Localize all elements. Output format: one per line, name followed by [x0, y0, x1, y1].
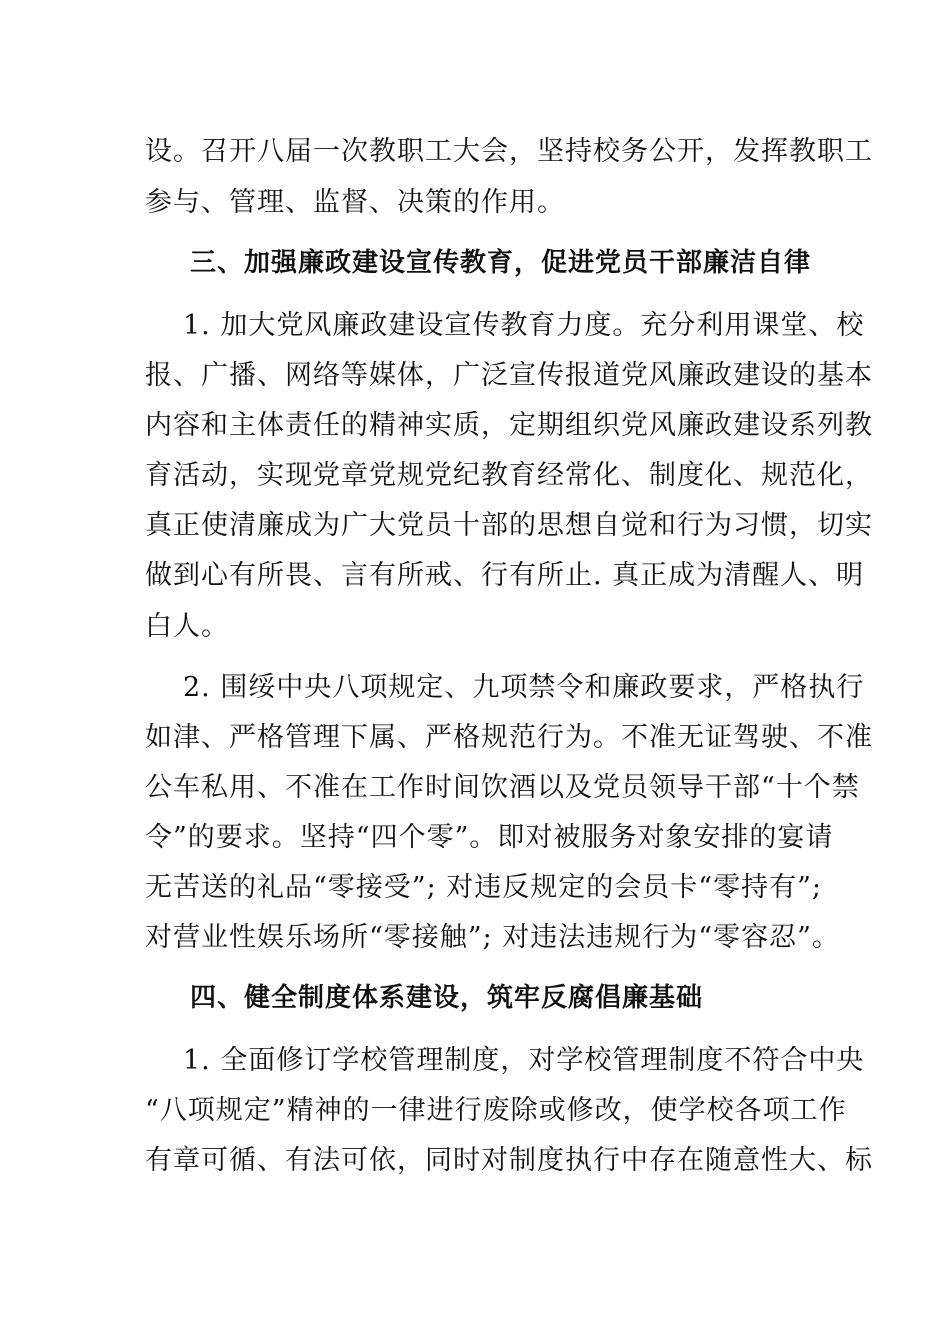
- paragraph-line: 做到心有所畏、言有所戒、行有所止. 真正成为清醒人、明: [145, 560, 865, 591]
- paragraph-line: 1. 加大党风廉政建设宣传教育力度。充分利用课堂、校: [183, 310, 865, 341]
- paragraph-line: 报、广播、网络等媒体，广泛宣传报道党风廉政建设的基本: [145, 360, 873, 391]
- paragraph-line: 育活动，实现党章党规党纪教育经常化、制度化、规范化，: [145, 460, 873, 491]
- paragraph-line: 设。召开八届一次教职工大会，坚持校务公开，发挥教职工: [145, 136, 873, 167]
- section-heading-3: 三、加强廉政建设宣传教育，促进党员干部廉洁自律: [190, 248, 812, 278]
- paragraph-line: 无苦送的礼品“零接受”; 对违反规定的会员卡“零持有”;: [145, 872, 822, 903]
- section-heading-4: 四、健全制度体系建设，筑牢反腐倡廉基础: [190, 983, 704, 1013]
- paragraph-line: 令”的要求。坚持“四个零”。即对被服务对象安排的宴请: [145, 822, 834, 853]
- paragraph-line: 白人。: [145, 611, 229, 642]
- paragraph-line: “八项规定”精神的一律进行废除或修改，使学校各项工作: [145, 1095, 847, 1126]
- paragraph-line: 公车私用、不准在工作时间饮酒以及党员领导干部“十个禁: [145, 772, 860, 803]
- paragraph-line: 1. 全面修订学校管理制度，对学校管理制度不符合中央: [183, 1045, 865, 1076]
- paragraph-line: 有章可循、有法可依，同时对制度执行中存在随意性大、标: [145, 1145, 873, 1176]
- paragraph-line: 2. 围绥中央八项规定、九项禁令和廉政要求，严格执行: [183, 672, 865, 703]
- paragraph-line: 参与、管理、监督、决策的作用。: [145, 187, 565, 218]
- paragraph-line: 内容和主体责任的精神实质，定期组织党风廉政建设系列教: [145, 410, 873, 441]
- paragraph-line: 对营业性娱乐场所“零接触”; 对违法违规行为“零容忍”。: [145, 922, 840, 953]
- paragraph-line: 如津、严格管理下属、严格规范行为。不准无证驾驶、不准: [145, 722, 873, 753]
- paragraph-line: 真正使清廉成为广大党员十部的思想自觉和行为习惯，切实: [145, 510, 873, 541]
